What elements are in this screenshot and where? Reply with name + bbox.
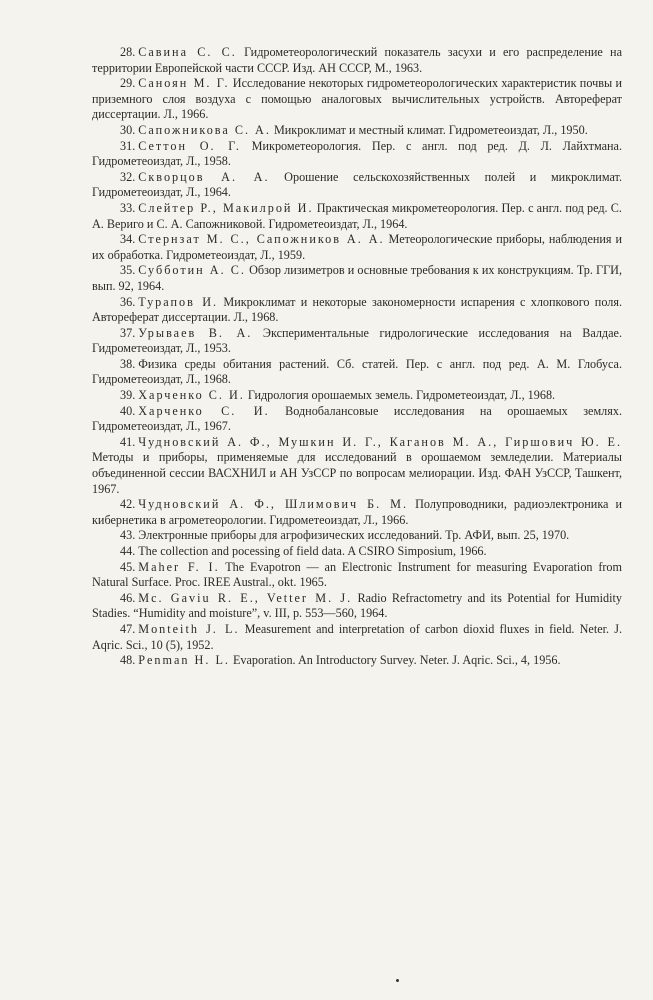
reference-text: Measurement and interpretation of carbon dioxid fluxes in field. Neter. J. Aqric. Sci., 10 (5), 1952. — [92, 621, 622, 652]
reference-item: 31. Сеттон О. Г. Микрометеорология. Пер. с англ. под ред. Д. Л. Лайхтмана. Гидрометеоиздат, Л., 1958. — [92, 138, 622, 169]
reference-author: Monteith J. L. — [138, 621, 240, 636]
reference-author: Maher F. I. — [138, 559, 220, 574]
reference-text: Метеорологические приборы, наблюдения и их обработка. Гидрометеоиздат, Л., 1959. — [92, 232, 622, 262]
reference-author: Урываев В. А. — [138, 325, 253, 340]
reference-text: Radio Refractometry and its Potential for Humidity Stadies. “Humidity and moisture”, v. III, p. 553—560, 1964. — [92, 590, 622, 621]
reference-text: Evaporation. An Introductory Survey. Neter. J. Aqric. Sci., 4, 1956. — [229, 653, 561, 668]
reference-author: Скворцов А. А. — [138, 169, 270, 184]
reference-author: Mc. Gaviu R. E., Vetter M. J. — [138, 590, 353, 605]
reference-author: Харченко С. И. — [138, 388, 245, 403]
reference-author: Стернзат М. С., Сапожников А. А. — [138, 232, 385, 247]
reference-text: Исследование некоторых гидрометеорологических характеристик почвы и приземного слоя воздуха с помощью аналоговых вычислительных устройств. Автореферат диссертации. Л., 1966. — [92, 76, 622, 122]
reference-text: Микрометеорология. Пер. с англ. под ред. Д. Л. Лайхтмана. Гидрометеоиздат, Л., 1958. — [92, 138, 622, 169]
reference-item: 39. Харченко С. И. Гидрология орошаемых земель. Гидрометеоиздат, Л., 1968. — [120, 388, 556, 403]
reference-item: 48. Penman H. L. Evaporation. An Introductory Survey. Neter. J. Aqric. Sci., 4, 1956. — [120, 653, 561, 668]
reference-text: Гидрология орошаемых земель. Гидрометеоиздат, Л., 1968. — [244, 388, 556, 403]
reference-item: 34. Стернзат М. С., Сапожников А. А. Метеорологические приборы, наблюдения и их обработка. Гидрометеоиздат, Л., 1959. — [92, 232, 622, 262]
reference-author: Чудновский А. Ф., Мушкин И. Г., Каганов М. А., Гиршович Ю. Е. — [138, 434, 622, 449]
reference-author: Сапожникова С. А. — [138, 122, 271, 137]
reference-text: The Evapotron — an Electronic Instrument for measuring Evaporation from Natural Surface. Proc. IREE Austral., okt. 1965. — [92, 559, 623, 590]
reference-author: Слейтер Р., Макилрой И. — [138, 200, 314, 215]
reference-text: Электронные приборы для агрофизических исследований. Тр. АФИ, вып. 25, 1970. — [138, 528, 570, 543]
reference-author: Турапов И. — [138, 294, 219, 309]
reference-item: 41. Чудновский А. Ф., Мушкин И. Г., Каганов М. А., Гиршович Ю. Е. Методы и приборы, применяемые для исследований в орошаемом земледелии. Материалы объединенной сессии ВАСХНИЛ и АН УзССР по вопросам мелиорации. Изд. ФАН УзССР, Ташкент, 1967. — [92, 434, 622, 496]
reference-text: Воднобалансовые исследования на орошаемых землях. Гидрометеоиздат, Л., 1967. — [92, 403, 622, 434]
reference-text: Полупроводники, радиоэлектроника и кибернетика в агрометеорологии. Гидрометеоиздат, Л., 1966. — [92, 497, 623, 527]
reference-item: 44. The collection and pocessing of field data. A CSIRO Simposium, 1966. — [120, 544, 487, 558]
reference-text: Физика среды обитания растений. Сб. статей. Пер. с англ. под ред. А. М. Глобуса. Гидрометеоиздат, Л., 1968. — [92, 356, 622, 387]
reference-item: 42. Чудновский А. Ф., Шлимович Б. М. Полупроводники, радиоэлектроника и кибернетика в агрометеорологии. Гидрометеоиздат, Л., 1966. — [92, 497, 623, 527]
reference-text: Орошение сельскохозяйственных полей и микроклимат. Гидрометеоиздат, Л., 1964. — [92, 169, 623, 200]
reference-item: 29. Саноян М. Г. Исследование некоторых гидрометеорологических характеристик почвы и приземного слоя воздуха с помощью аналоговых вычислительных устройств. Автореферат диссертации. Л., 1966. — [92, 76, 622, 122]
reference-item: 30. Сапожникова С. А. Микроклимат и местный климат. Гидрометеоиздат, Л., 1950. — [120, 122, 588, 137]
reference-item: 35. Субботин А. С. Обзор лизиметров и основные требования к их конструкциям. Тр. ГГИ, вып. 92, 1964. — [92, 263, 622, 293]
reference-list — [92, 45, 622, 669]
reference-item: 45. Maher F. I. The Evapotron — an Electronic Instrument for measuring Evaporation from Natural Surface. Proc. IREE Austral., okt. 1965. — [92, 559, 623, 590]
reference-author: Савина С. С. — [138, 45, 237, 59]
reference-author: Чудновский А. Ф., Шлимович Б. М. — [138, 497, 409, 512]
reference-text: Микроклимат и некоторые закономерности испарения с хлопкового поля. Автореферат диссертации. Л., 1968. — [92, 294, 622, 325]
reference-item: 32. Скворцов А. А. Орошение сельскохозяйственных полей и микроклимат. Гидрометеоиздат, Л., 1964. — [92, 169, 623, 200]
reference-item: 43. Электронные приборы для агрофизических исследований. Тр. АФИ, вып. 25, 1970. — [120, 528, 570, 543]
reference-text: Обзор лизиметров и основные требования к их конструкциям. Тр. ГГИ, вып. 92, 1964. — [92, 263, 622, 293]
reference-item: 28. Савина С. С. Гидрометеорологический показатель засухи и его распределение на территории Европейской части СССР. Изд. АН СССР, М., 1963. — [92, 45, 622, 75]
reference-author: Субботин А. С. — [138, 263, 246, 278]
reference-item: 40. Харченко С. И. Воднобалансовые исследования на орошаемых землях. Гидрометеоиздат, Л., 1967. — [92, 403, 622, 434]
reference-text: Микроклимат и местный климат. Гидрометеоиздат, Л., 1950. — [270, 122, 588, 137]
reference-item: 37. Урываев В. А. Экспериментальные гидрологические исследования на Валдае. Гидрометеоиздат, Л., 1953. — [92, 325, 622, 356]
reference-item: 33. Слейтер Р., Макилрой И. Практическая микрометеорология. Пер. с англ. под ред. С. А. Вериго и С. А. Сапожниковой. Гидрометеоиздат, Л., 1964. — [92, 200, 622, 231]
reference-item: 46. Mc. Gaviu R. E., Vetter M. J. Radio Refractometry and its Potential for Humidity Stadies. “Humidity and moisture”, v. III, p. 553—560, 1964. — [92, 590, 622, 621]
reference-text: Гидрометеорологический показатель засухи и его распределение на территории Европейской части СССР. Изд. АН СССР, М., 1963. — [92, 45, 622, 75]
reference-text: Практическая микрометеорология. Пер. с англ. под ред. С. А. Вериго и С. А. Сапожниковой. Гидрометеоиздат, Л., 1964. — [92, 200, 622, 231]
print-speck — [396, 979, 399, 982]
reference-text: Экспериментальные гидрологические исследования на Валдае. Гидрометеоиздат, Л., 1953. — [92, 325, 622, 356]
reference-author: Penman H. L. — [138, 653, 230, 668]
reference-item: 47. Monteith J. L. Measurement and interpretation of carbon dioxid fluxes in field. Neter. J. Aqric. Sci., 10 (5), 1952. — [92, 621, 622, 652]
reference-author: Саноян М. Г. — [138, 76, 230, 91]
reference-text: Методы и приборы, применяемые для исследований в орошаемом земледелии. Материалы объединенной сессии ВАСХНИЛ и АН УзССР по вопросам мелиорации. Изд. ФАН УзССР, Ташкент, 1967. — [92, 450, 622, 496]
reference-item: 38. Физика среды обитания растений. Сб. статей. Пер. с англ. под ред. А. М. Глобуса. Гидрометеоиздат, Л., 1968. — [92, 356, 622, 387]
reference-item: 36. Турапов И. Микроклимат и некоторые закономерности испарения с хлопкового поля. Автореферат диссертации. Л., 1968. — [92, 294, 622, 325]
reference-text: The collection and pocessing of field data. A CSIRO Simposium, 1966. — [138, 544, 487, 558]
reference-author: Харченко С. И. — [138, 403, 270, 418]
reference-author: Сеттон О. Г. — [138, 138, 241, 153]
